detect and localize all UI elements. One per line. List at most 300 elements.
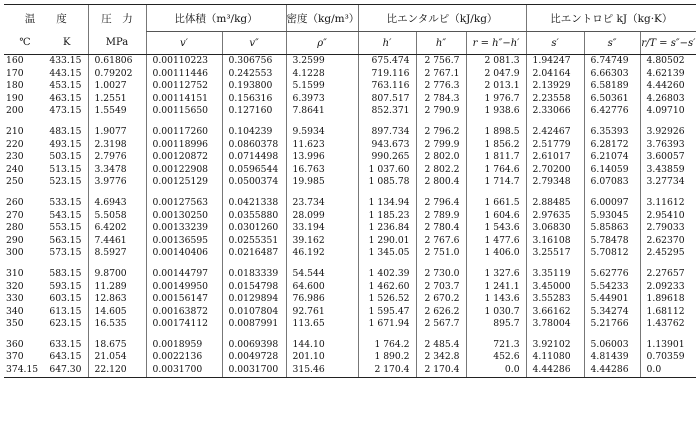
h-liquid-cell: 1 402.39: [358, 268, 416, 281]
entropy-diff-cell: 2.62370: [640, 235, 696, 248]
h-liquid-cell: 990.265: [358, 151, 416, 164]
v-vapor-cell: 0.156316: [222, 93, 286, 106]
temp-c-cell: 330: [6, 293, 24, 305]
v-liquid-cell: 0.00120872: [146, 151, 222, 164]
spacer-cell: [416, 189, 466, 197]
density-header: 密度（kg/m³）: [286, 5, 358, 32]
v-vapor-cell: 0.127160: [222, 105, 286, 118]
latent-heat-cell: 2 047.9: [466, 68, 526, 81]
v-vapor-cell: 0.0860378: [222, 139, 286, 152]
v-vapor-cell: 0.0255351: [222, 235, 286, 248]
entropy-diff-cell: 1.13901: [640, 339, 696, 352]
v-liquid-cell: 0.00125129: [146, 176, 222, 189]
density-cell: 16.763: [286, 164, 358, 177]
spacer-cell: [416, 260, 466, 268]
spacer-cell: [358, 331, 416, 339]
temp-c-cell: 160: [6, 55, 24, 66]
latent-heat-cell: 0.0: [466, 364, 526, 377]
pressure-cell: 22.120: [88, 364, 146, 377]
table-row: [4, 126, 696, 139]
s-vapor-cell: 6.50361: [584, 93, 640, 106]
v-vapor-cell: 0.0596544: [222, 164, 286, 177]
spacer-cell: [146, 260, 222, 268]
entropy-header: 比エントロピ kJ（kg·K）: [526, 5, 696, 32]
spacer-cell: [286, 260, 358, 268]
s-vapor-cell: 4.81439: [584, 351, 640, 364]
temp-k-cell: 443.15: [49, 67, 82, 79]
latent-heat-cell: 1 714.7: [466, 176, 526, 189]
spacer-cell: [584, 260, 640, 268]
temp-k-cell: 633.15: [49, 338, 82, 350]
temp-c-cell: 280: [6, 222, 24, 234]
temp-k-cell: 603.15: [49, 293, 82, 305]
spacer-cell: [88, 331, 146, 339]
pressure-cell: 1.2551: [88, 93, 146, 106]
spacer-cell: [222, 189, 286, 197]
pressure-cell: 3.3478: [88, 164, 146, 177]
entropy-diff-cell: 3.11612: [640, 197, 696, 210]
s-liquid-cell: 3.66162: [526, 306, 584, 319]
symbol-rho-vapor: ρ″: [286, 32, 358, 55]
s-liquid-cell: 2.42467: [526, 126, 584, 139]
entropy-diff-cell: 4.62139: [640, 68, 696, 81]
pressure-cell: 21.054: [88, 351, 146, 364]
h-liquid-cell: 1 085.78: [358, 176, 416, 189]
temp-c-cell: 374.15: [4, 364, 46, 377]
spacer-cell: [88, 118, 146, 126]
h-liquid-cell: 897.734: [358, 126, 416, 139]
v-liquid-cell: 0.0018959: [146, 339, 222, 352]
s-liquid-cell: 2.70200: [526, 164, 584, 177]
v-liquid-cell: 0.00136595: [146, 235, 222, 248]
spacer-cell: [416, 331, 466, 339]
s-vapor-cell: 6.28172: [584, 139, 640, 152]
v-liquid-cell: 0.00163872: [146, 306, 222, 319]
spacer-cell: [4, 331, 46, 339]
h-vapor-cell: 2 767.6: [416, 235, 466, 248]
h-vapor-cell: 2 796.4: [416, 197, 466, 210]
v-liquid-cell: 0.00149950: [146, 281, 222, 294]
density-cell: 23.734: [286, 197, 358, 210]
temp-k-cell: 453.15: [49, 80, 82, 92]
group-spacer: [4, 331, 696, 339]
spacer-cell: [526, 189, 584, 197]
v-liquid-cell: 0.00174112: [146, 318, 222, 331]
temp-k-cell: 523.15: [49, 176, 82, 188]
h-liquid-cell: 1 185.23: [358, 210, 416, 223]
pressure-cell: 12.863: [88, 293, 146, 306]
temp-k-cell: 513.15: [49, 163, 82, 175]
density-cell: 144.10: [286, 339, 358, 352]
v-liquid-cell: 0.00127563: [146, 197, 222, 210]
latent-heat-cell: 1 241.1: [466, 281, 526, 294]
entropy-diff-cell: 1.89618: [640, 293, 696, 306]
spacer-cell: [358, 118, 416, 126]
s-liquid-cell: 2.61017: [526, 151, 584, 164]
spacer-cell: [222, 331, 286, 339]
table-row: [4, 210, 696, 223]
temp-k-cell: 613.15: [49, 305, 82, 317]
temp-c-cell: 360: [6, 338, 24, 350]
pressure-cell: 1.5549: [88, 105, 146, 118]
v-liquid-cell: 0.00130250: [146, 210, 222, 223]
s-liquid-cell: 3.92102: [526, 339, 584, 352]
temp-k-cell: 593.15: [49, 280, 82, 292]
s-liquid-cell: 2.33066: [526, 105, 584, 118]
entropy-diff-cell: 3.76393: [640, 139, 696, 152]
latent-heat-cell: 2 081.3: [466, 55, 526, 68]
v-vapor-cell: 0.0129894: [222, 293, 286, 306]
pressure-cell: 1.9077: [88, 126, 146, 139]
s-vapor-cell: 6.07083: [584, 176, 640, 189]
density-cell: 28.099: [286, 210, 358, 223]
h-liquid-cell: 807.517: [358, 93, 416, 106]
v-vapor-cell: 0.0049728: [222, 351, 286, 364]
latent-heat-cell: 1 938.6: [466, 105, 526, 118]
temp-k-cell: 563.15: [49, 234, 82, 246]
spacer-cell: [46, 331, 88, 339]
latent-heat-cell: 2 013.1: [466, 80, 526, 93]
density-cell: 315.46: [286, 364, 358, 377]
latent-heat-cell: 1 543.6: [466, 222, 526, 235]
entropy-diff-cell: 1.68112: [640, 306, 696, 319]
density-cell: 9.5934: [286, 126, 358, 139]
s-vapor-cell: 6.21074: [584, 151, 640, 164]
latent-heat-cell: 1 477.6: [466, 235, 526, 248]
density-cell: 33.194: [286, 222, 358, 235]
table-row: [4, 105, 696, 118]
spacer-cell: [416, 118, 466, 126]
density-cell: 6.3973: [286, 93, 358, 106]
v-vapor-cell: 0.0069398: [222, 339, 286, 352]
latent-heat-cell: 1 143.6: [466, 293, 526, 306]
table-row: [4, 222, 696, 235]
temp-c-cell: 180: [6, 80, 24, 92]
temp-c-cell: 190: [6, 92, 24, 104]
temp-k-cell: 643.15: [49, 351, 82, 363]
unit-mpa: MPa: [88, 32, 146, 55]
entropy-diff-cell: 4.09710: [640, 105, 696, 118]
h-liquid-cell: 1 764.2: [358, 339, 416, 352]
s-liquid-cell: 2.97635: [526, 210, 584, 223]
temp-k-cell: 493.15: [49, 138, 82, 150]
v-vapor-cell: 0.0031700: [222, 364, 286, 377]
h-liquid-cell: 1 526.52: [358, 293, 416, 306]
pressure-cell: 1.0027: [88, 80, 146, 93]
spacer-cell: [4, 118, 46, 126]
s-vapor-cell: 5.21766: [584, 318, 640, 331]
pressure-cell: 16.535: [88, 318, 146, 331]
temp-c-cell: 220: [6, 138, 24, 150]
symbol-v-liquid: v′: [146, 32, 222, 55]
h-liquid-cell: 1 037.60: [358, 164, 416, 177]
entropy-diff-cell: 3.27734: [640, 176, 696, 189]
table-row: [4, 318, 696, 331]
pressure-cell: 5.5058: [88, 210, 146, 223]
density-cell: 92.761: [286, 306, 358, 319]
s-liquid-cell: 2.88485: [526, 197, 584, 210]
table-row: [4, 197, 696, 210]
spacer-cell: [466, 118, 526, 126]
temp-k-cell: 533.15: [49, 196, 82, 208]
temperature-header: 温 度: [4, 5, 88, 32]
group-spacer: [4, 189, 696, 197]
entropy-diff-cell: 0.0: [640, 364, 696, 377]
symbol-s-liquid: s′: [526, 32, 584, 55]
v-vapor-cell: 0.193800: [222, 80, 286, 93]
symbol-h-vapor: h″: [416, 32, 466, 55]
h-vapor-cell: 2 703.7: [416, 281, 466, 294]
latent-heat-cell: 1 327.6: [466, 268, 526, 281]
temp-c-cell: 350: [6, 318, 24, 330]
temp-c-cell: 340: [6, 305, 24, 317]
spacer-cell: [46, 118, 88, 126]
spacer-cell: [286, 331, 358, 339]
h-vapor-cell: 2 756.7: [416, 55, 466, 68]
pressure-cell: 4.6943: [88, 197, 146, 210]
temp-c-cell: 290: [6, 234, 24, 246]
s-vapor-cell: 5.78478: [584, 235, 640, 248]
temp-c-cell: 320: [6, 280, 24, 292]
spacer-cell: [146, 118, 222, 126]
v-liquid-cell: 0.0031700: [146, 364, 222, 377]
temp-c-cell: 230: [6, 151, 24, 163]
symbol-v-vapor: v″: [222, 32, 286, 55]
s-liquid-cell: 3.35119: [526, 268, 584, 281]
v-vapor-cell: 0.0087991: [222, 318, 286, 331]
v-vapor-cell: 0.0154798: [222, 281, 286, 294]
density-cell: 7.8641: [286, 105, 358, 118]
s-vapor-cell: 5.54233: [584, 281, 640, 294]
density-cell: 4.1228: [286, 68, 358, 81]
v-liquid-cell: 0.00110223: [146, 55, 222, 68]
v-vapor-cell: 0.104239: [222, 126, 286, 139]
spacer-cell: [640, 331, 696, 339]
v-liquid-cell: 0.00112752: [146, 80, 222, 93]
spacer-cell: [584, 189, 640, 197]
table-row: [4, 351, 696, 364]
density-cell: 76.986: [286, 293, 358, 306]
h-vapor-cell: 2 670.2: [416, 293, 466, 306]
table-row: [4, 151, 696, 164]
s-vapor-cell: 6.00097: [584, 197, 640, 210]
h-liquid-cell: 1 671.94: [358, 318, 416, 331]
spacer-cell: [146, 331, 222, 339]
s-liquid-cell: 2.79348: [526, 176, 584, 189]
table-body: [4, 55, 696, 378]
s-liquid-cell: 3.16108: [526, 235, 584, 248]
h-vapor-cell: 2 485.4: [416, 339, 466, 352]
s-liquid-cell: 3.25517: [526, 247, 584, 260]
h-vapor-cell: 2 767.1: [416, 68, 466, 81]
v-vapor-cell: 0.0183339: [222, 268, 286, 281]
h-vapor-cell: 2 730.0: [416, 268, 466, 281]
spacer-cell: [584, 331, 640, 339]
s-liquid-cell: 2.51779: [526, 139, 584, 152]
latent-heat-cell: 1 976.7: [466, 93, 526, 106]
s-vapor-cell: 6.66303: [584, 68, 640, 81]
spacer-cell: [358, 260, 416, 268]
pressure-cell: 0.61806: [88, 55, 146, 68]
latent-heat-cell: 1 898.5: [466, 126, 526, 139]
spacer-cell: [640, 260, 696, 268]
temp-c-cell: 260: [6, 196, 24, 208]
h-liquid-cell: 1 890.2: [358, 351, 416, 364]
entropy-diff-cell: 2.95410: [640, 210, 696, 223]
entropy-diff-cell: 4.44260: [640, 80, 696, 93]
density-cell: 46.192: [286, 247, 358, 260]
temp-k-cell: 503.15: [49, 151, 82, 163]
density-cell: 11.623: [286, 139, 358, 152]
s-vapor-cell: 6.14059: [584, 164, 640, 177]
s-liquid-cell: 1.94247: [526, 55, 584, 68]
temp-k-cell: 463.15: [49, 92, 82, 104]
pressure-cell: 0.79202: [88, 68, 146, 81]
spacer-cell: [358, 189, 416, 197]
spacer-cell: [526, 118, 584, 126]
table-row: [4, 268, 696, 281]
v-liquid-cell: 0.00144797: [146, 268, 222, 281]
s-vapor-cell: 6.74749: [584, 55, 640, 68]
v-liquid-cell: 0.00133239: [146, 222, 222, 235]
pressure-cell: 14.605: [88, 306, 146, 319]
h-vapor-cell: 2 626.2: [416, 306, 466, 319]
table-row: [4, 339, 696, 352]
h-vapor-cell: 2 790.9: [416, 105, 466, 118]
h-liquid-cell: 2 170.4: [358, 364, 416, 377]
pressure-cell: 9.8700: [88, 268, 146, 281]
spacer-cell: [88, 260, 146, 268]
table-row: [4, 281, 696, 294]
enthalpy-header: 比エンタルピ（kJ/kg）: [358, 5, 526, 32]
density-cell: 54.544: [286, 268, 358, 281]
spacer-cell: [466, 260, 526, 268]
latent-heat-cell: 1 604.6: [466, 210, 526, 223]
temp-c-cell: 170: [6, 67, 24, 79]
h-liquid-cell: 1 345.05: [358, 247, 416, 260]
latent-heat-cell: 1 856.2: [466, 139, 526, 152]
spacer-cell: [466, 331, 526, 339]
spacer-cell: [526, 260, 584, 268]
s-liquid-cell: 4.11080: [526, 351, 584, 364]
density-cell: 13.996: [286, 151, 358, 164]
temp-k-cell: 433.15: [49, 55, 82, 66]
unit-kelvin: K: [46, 32, 88, 55]
symbol-h-liquid: h′: [358, 32, 416, 55]
v-liquid-cell: 0.00111446: [146, 68, 222, 81]
temp-c-cell: 250: [6, 176, 24, 188]
s-liquid-cell: 3.45000: [526, 281, 584, 294]
s-vapor-cell: 5.44901: [584, 293, 640, 306]
s-vapor-cell: 5.70812: [584, 247, 640, 260]
symbol-entropy-diff: r/T = s″−s′: [640, 32, 696, 55]
v-vapor-cell: 0.306756: [222, 55, 286, 68]
v-liquid-cell: 0.0022136: [146, 351, 222, 364]
temp-c-cell: 240: [6, 163, 24, 175]
density-cell: 19.985: [286, 176, 358, 189]
pressure-cell: 11.289: [88, 281, 146, 294]
density-cell: 201.10: [286, 351, 358, 364]
table-row: [4, 93, 696, 106]
pressure-header: 圧 力: [88, 5, 146, 32]
symbol-s-vapor: s″: [584, 32, 640, 55]
s-vapor-cell: 5.62776: [584, 268, 640, 281]
v-vapor-cell: 0.242553: [222, 68, 286, 81]
s-vapor-cell: 5.34274: [584, 306, 640, 319]
v-liquid-cell: 0.00115650: [146, 105, 222, 118]
entropy-diff-cell: 0.70359: [640, 351, 696, 364]
entropy-diff-cell: 4.26803: [640, 93, 696, 106]
h-vapor-cell: 2 799.9: [416, 139, 466, 152]
latent-heat-cell: 1 406.0: [466, 247, 526, 260]
table-row: [4, 164, 696, 177]
v-liquid-cell: 0.00122908: [146, 164, 222, 177]
s-vapor-cell: 6.35393: [584, 126, 640, 139]
s-vapor-cell: 4.44286: [584, 364, 640, 377]
temp-c-cell: 200: [6, 105, 24, 117]
v-vapor-cell: 0.0107804: [222, 306, 286, 319]
latent-heat-cell: 1 764.6: [466, 164, 526, 177]
spacer-cell: [4, 260, 46, 268]
table-row: [4, 55, 696, 68]
temp-k-cell: 473.15: [49, 105, 82, 117]
table-row: [4, 80, 696, 93]
s-vapor-cell: 6.42776: [584, 105, 640, 118]
table-row: [4, 247, 696, 260]
steam-table: [4, 4, 696, 378]
v-vapor-cell: 0.0355880: [222, 210, 286, 223]
h-vapor-cell: 2 784.3: [416, 93, 466, 106]
spacer-cell: [46, 260, 88, 268]
h-liquid-cell: 719.116: [358, 68, 416, 81]
spacer-cell: [46, 189, 88, 197]
spacer-cell: [526, 331, 584, 339]
v-vapor-cell: 0.0216487: [222, 247, 286, 260]
temp-k-cell: 483.15: [49, 125, 82, 137]
entropy-diff-cell: 4.80502: [640, 55, 696, 68]
h-liquid-cell: 1 462.60: [358, 281, 416, 294]
density-cell: 64.600: [286, 281, 358, 294]
table-row: [4, 293, 696, 306]
temp-k-cell: 623.15: [49, 318, 82, 330]
v-liquid-cell: 0.00114151: [146, 93, 222, 106]
table-row: [4, 176, 696, 189]
temp-c-cell: 210: [6, 125, 24, 137]
symbol-latent-heat: r = h″−h′: [466, 32, 526, 55]
density-cell: 5.1599: [286, 80, 358, 93]
pressure-cell: 3.9776: [88, 176, 146, 189]
h-liquid-cell: 763.116: [358, 80, 416, 93]
h-liquid-cell: 1 595.47: [358, 306, 416, 319]
spacer-cell: [640, 189, 696, 197]
pressure-cell: 2.3198: [88, 139, 146, 152]
table-row: [4, 235, 696, 248]
spacer-cell: [222, 118, 286, 126]
s-liquid-cell: 4.44286: [526, 364, 584, 377]
s-liquid-cell: 3.06830: [526, 222, 584, 235]
latent-heat-cell: 895.7: [466, 318, 526, 331]
h-liquid-cell: 943.673: [358, 139, 416, 152]
pressure-cell: 18.675: [88, 339, 146, 352]
pressure-cell: 7.4461: [88, 235, 146, 248]
h-vapor-cell: 2 800.4: [416, 176, 466, 189]
h-vapor-cell: 2 776.3: [416, 80, 466, 93]
s-liquid-cell: 3.78004: [526, 318, 584, 331]
v-liquid-cell: 0.00117260: [146, 126, 222, 139]
v-liquid-cell: 0.00156147: [146, 293, 222, 306]
h-vapor-cell: 2 802.2: [416, 164, 466, 177]
entropy-diff-cell: 3.92926: [640, 126, 696, 139]
